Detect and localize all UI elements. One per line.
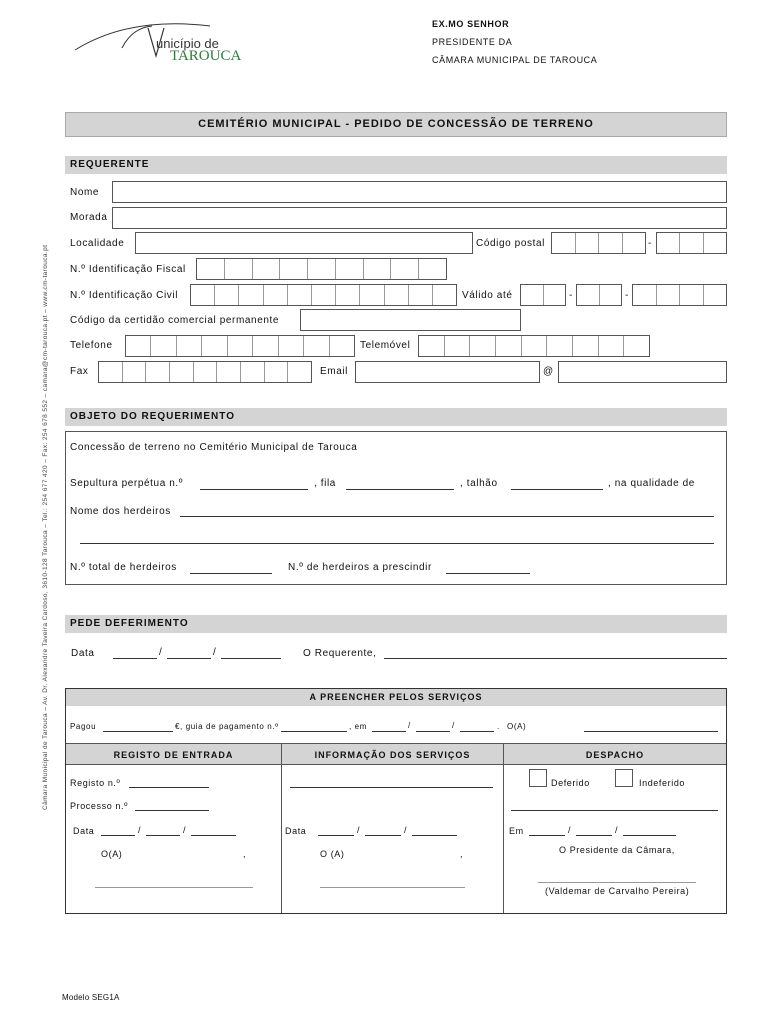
addressee-line3: CÂMARA MUNICIPAL DE TAROUCA (432, 55, 598, 65)
certidao-field[interactable] (300, 309, 521, 331)
fax-label: Fax (70, 366, 89, 377)
oa-signature-line[interactable] (584, 731, 718, 732)
indeferido-checkbox[interactable] (615, 769, 633, 787)
municipality-logo (70, 18, 270, 68)
telemovel-label: Telemóvel (360, 340, 411, 351)
info-data-label: Data (285, 826, 307, 836)
registo-input[interactable] (129, 787, 209, 788)
logo-line2: TAROUCA (170, 48, 242, 64)
nif-label: N.º Identificação Fiscal (70, 264, 186, 275)
processo-label: Processo n.º (70, 801, 129, 811)
registo-data-label: Data (73, 826, 95, 836)
col-informacao-heading: INFORMAÇÃO DOS SERVIÇOS (314, 750, 471, 760)
valido-day-field[interactable] (520, 284, 566, 306)
processo-input[interactable] (135, 810, 209, 811)
telefone-field[interactable] (125, 335, 355, 357)
codigo-postal-field[interactable] (551, 232, 646, 254)
presidente-signature-line[interactable] (538, 882, 696, 883)
col-divider-1 (281, 744, 282, 913)
despacho-input[interactable] (511, 810, 718, 811)
herdeiros-label: Nome dos herdeiros (70, 506, 171, 517)
registo-month-input[interactable] (146, 835, 180, 836)
sepultura-label: Sepultura perpétua n.º (70, 478, 184, 489)
deferido-checkbox[interactable] (529, 769, 547, 787)
despacho-em-label: Em (509, 826, 524, 836)
presidente-name: (Valdemar de Carvalho Pereira) (545, 886, 690, 896)
total-herdeiros-input[interactable] (190, 573, 272, 574)
registo-slash-1: / (138, 825, 142, 835)
localidade-label: Localidade (70, 238, 125, 249)
objeto-heading: OBJETO DO REQUERIMENTO (70, 411, 235, 422)
sepultura-input[interactable] (200, 489, 308, 490)
informacao-input[interactable] (290, 787, 493, 788)
em-slash-1: / (408, 721, 411, 730)
email-domain-field[interactable] (558, 361, 727, 383)
em-label: , em (349, 722, 367, 731)
nif-field[interactable] (196, 258, 447, 280)
col-registo-heading: REGISTO DE ENTRADA (113, 750, 234, 760)
pagou-input[interactable] (103, 731, 173, 732)
pede-month-input[interactable] (167, 658, 211, 659)
valido-year-field[interactable] (632, 284, 727, 306)
pede-heading: PEDE DEFERIMENTO (70, 618, 189, 629)
presidente-label: O Presidente da Câmara, (559, 845, 675, 855)
registo-oa-label: O(A) (101, 849, 123, 859)
em-dot: . (497, 722, 500, 731)
registo-label: Registo n.º (70, 778, 121, 788)
info-signature-line[interactable] (320, 887, 465, 888)
herdeiros-input[interactable] (180, 516, 714, 517)
nome-label: Nome (70, 187, 100, 198)
footer-model: Modelo SEG1A (62, 993, 120, 1002)
valido-dash-1: - (569, 290, 573, 301)
registo-slash-2: / (183, 825, 187, 835)
talhao-label: , talhão (460, 478, 498, 489)
em-year-input[interactable] (460, 731, 494, 732)
email-label: Email (320, 366, 349, 377)
registo-comma: , (243, 849, 247, 859)
guia-label: €, guia de pagamento n.º (175, 722, 279, 731)
info-oa-label: O (A) (320, 849, 345, 859)
email-at: @ (543, 366, 554, 377)
codigo-postal-dash: - (648, 238, 652, 249)
despacho-slash-1: / (568, 825, 572, 835)
codigo-postal-suffix-field[interactable] (656, 232, 727, 254)
total-herdeiros-label: N.º total de herdeiros (70, 562, 177, 573)
valido-ate-label: Válido até (462, 290, 513, 301)
fila-input[interactable] (346, 489, 454, 490)
info-slash-1: / (357, 825, 361, 835)
valido-dash-2: - (625, 290, 629, 301)
certidao-label: Código da certidão comercial permanente (70, 315, 280, 326)
despacho-month-input[interactable] (576, 835, 612, 836)
despacho-year-input[interactable] (623, 835, 676, 836)
nome-field[interactable] (112, 181, 727, 203)
deferido-label: Deferido (551, 778, 590, 788)
email-user-field[interactable] (355, 361, 540, 383)
addressee-line1: EX.MO SENHOR (432, 19, 510, 29)
requerente-heading: REQUERENTE (70, 159, 150, 170)
requerente-signature-line[interactable] (384, 658, 727, 659)
registo-signature-line[interactable] (95, 887, 253, 888)
pede-slash-1: / (159, 647, 163, 658)
servicos-heading: A PREENCHER PELOS SERVIÇOS (309, 692, 483, 702)
info-month-input[interactable] (365, 835, 401, 836)
valido-month-field[interactable] (576, 284, 622, 306)
guia-input[interactable] (281, 731, 347, 732)
requerente-bar (65, 156, 727, 174)
page-title: CEMITÉRIO MUNICIPAL - PEDIDO DE CONCESSÃO DE TERRENO (198, 118, 594, 130)
fax-field[interactable] (98, 361, 312, 383)
telefone-label: Telefone (70, 340, 113, 351)
pede-day-input[interactable] (113, 658, 157, 659)
qualidade-label: , na qualidade de (608, 478, 695, 489)
herdeiros-input-2[interactable] (80, 543, 714, 544)
info-comma: , (460, 849, 464, 859)
nic-field[interactable] (190, 284, 457, 306)
em-slash-2: / (452, 721, 455, 730)
addressee-line2: PRESIDENTE DA (432, 37, 513, 47)
localidade-field[interactable] (135, 232, 473, 254)
info-year-input[interactable] (412, 835, 457, 836)
pagou-label: Pagou (70, 722, 97, 731)
nic-label: N.º Identificação Civil (70, 290, 179, 301)
codigo-postal-label: Código postal (476, 238, 545, 249)
pede-slash-2: / (213, 647, 217, 658)
pede-data-label: Data (71, 648, 95, 659)
em-day-input[interactable] (372, 731, 406, 732)
registo-day-input[interactable] (101, 835, 135, 836)
telemovel-field[interactable] (418, 335, 650, 357)
info-day-input[interactable] (318, 835, 354, 836)
talhao-input[interactable] (511, 489, 603, 490)
servicos-divider-cols (66, 764, 726, 765)
em-month-input[interactable] (416, 731, 450, 732)
morada-label: Morada (70, 212, 108, 223)
despacho-slash-2: / (615, 825, 619, 835)
prescindir-label: N.º de herdeiros a prescindir (288, 562, 432, 573)
despacho-day-input[interactable] (529, 835, 565, 836)
logo-line1: unicípio de (156, 36, 219, 51)
servicos-box (65, 688, 727, 914)
objeto-description: Concessão de terreno no Cemitério Municipal de Tarouca (70, 442, 358, 453)
morada-field[interactable] (112, 207, 727, 229)
fila-label: , fila (314, 478, 336, 489)
indeferido-label: Indeferido (639, 778, 686, 788)
pede-year-input[interactable] (221, 658, 281, 659)
col-divider-2 (503, 744, 504, 913)
prescindir-input[interactable] (446, 573, 530, 574)
requerente-signature-label: O Requerente, (303, 648, 377, 659)
info-slash-2: / (404, 825, 408, 835)
col-despacho-heading: DESPACHO (585, 750, 645, 760)
registo-year-input[interactable] (191, 835, 236, 836)
oa-label: O(A) (507, 722, 527, 731)
side-address-text: Câmara Municipal de Tarouca – Av. Dr. Alexandre Taveira Cardoso, 3610-128 Tarouca – Tel.: 254 677 420 – Fax: 254 678 552 – camara@cm-tarouca.pt – www.cm-tarouca.pt (42, 244, 49, 810)
